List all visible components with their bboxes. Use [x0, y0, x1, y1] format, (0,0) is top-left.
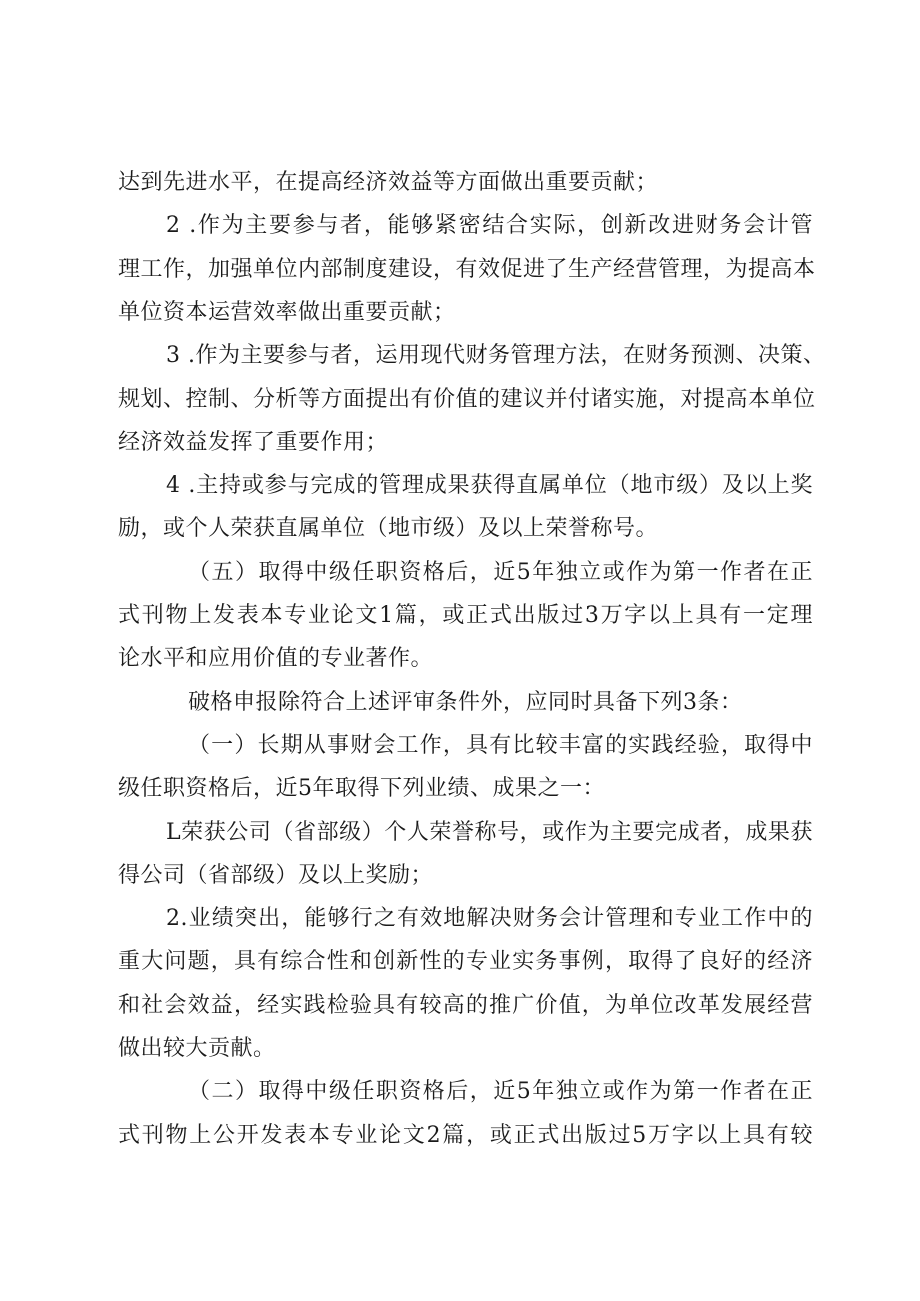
paragraph-line: 级任职资格后，近5年取得下列业绩、成果之一： [118, 776, 605, 802]
paragraph-line: （二）取得中级任职资格后，近5年独立或作为第一作者在正 [188, 1079, 813, 1105]
paragraph-line: 破格申报除符合上述评审条件外，应同时具备下列3条： [188, 689, 743, 715]
paragraph-line: 单位资本运营效率做出重要贡献； [118, 299, 456, 325]
paragraph-line: 2 .作为主要参与者，能够紧密结合实际，创新改进财务会计管 [166, 213, 813, 239]
paragraph-line: 4 .主持或参与完成的管理成果获得直属单位（地市级）及以上奖 [166, 473, 813, 499]
paragraph-line: 做出较大贡献。 [118, 1036, 276, 1061]
paragraph-line: 式刊物上公开发表本专业论文2篇，或正式出版过5万字以上具有较 [118, 1122, 813, 1148]
paragraph-line: （一）长期从事财会工作，具有比较丰富的实践经验，取得中 [188, 732, 813, 758]
paragraph-line: 规划、控制、分析等方面提出有价值的建议并付诸实施，对提高本单位 [118, 386, 816, 412]
paragraph-line: 得公司（省部级）及以上奖励； [118, 862, 434, 888]
paragraph-line: 经济效益发挥了重要作用； [118, 429, 389, 455]
paragraph-line: 论水平和应用价值的专业著作。 [118, 646, 434, 672]
paragraph-line: L荣获公司（省部级）个人荣誉称号，或作为主要完成者，成果获 [166, 819, 813, 845]
paragraph-line: 励，或个人荣获直属单位（地市级）及以上荣誉称号。 [118, 516, 659, 542]
paragraph-line: 理工作，加强单位内部制度建设，有效促进了生产经营管理，为提高本 [118, 256, 816, 282]
paragraph-line: 和社会效益，经实践检验具有较高的推广价值，为单位改革发展经营 [118, 992, 813, 1018]
paragraph-line: 2.业绩突出，能够行之有效地解决财务会计管理和专业工作中的 [166, 906, 813, 932]
paragraph-line: 3 .作为主要参与者，运用现代财务管理方法，在财务预测、决策、 [166, 343, 826, 369]
paragraph-line: 达到先进水平，在提高经济效益等方面做出重要贡献； [118, 170, 659, 195]
paragraph-line: 重大问题，具有综合性和创新性的专业实务事例，取得了良好的经济 [118, 949, 813, 975]
paragraph-line: 式刊物上发表本专业论文1篇，或正式出版过3万字以上具有一定理 [118, 603, 813, 628]
paragraph-line: （五）取得中级任职资格后，近5年独立或作为第一作者在正 [188, 559, 813, 585]
